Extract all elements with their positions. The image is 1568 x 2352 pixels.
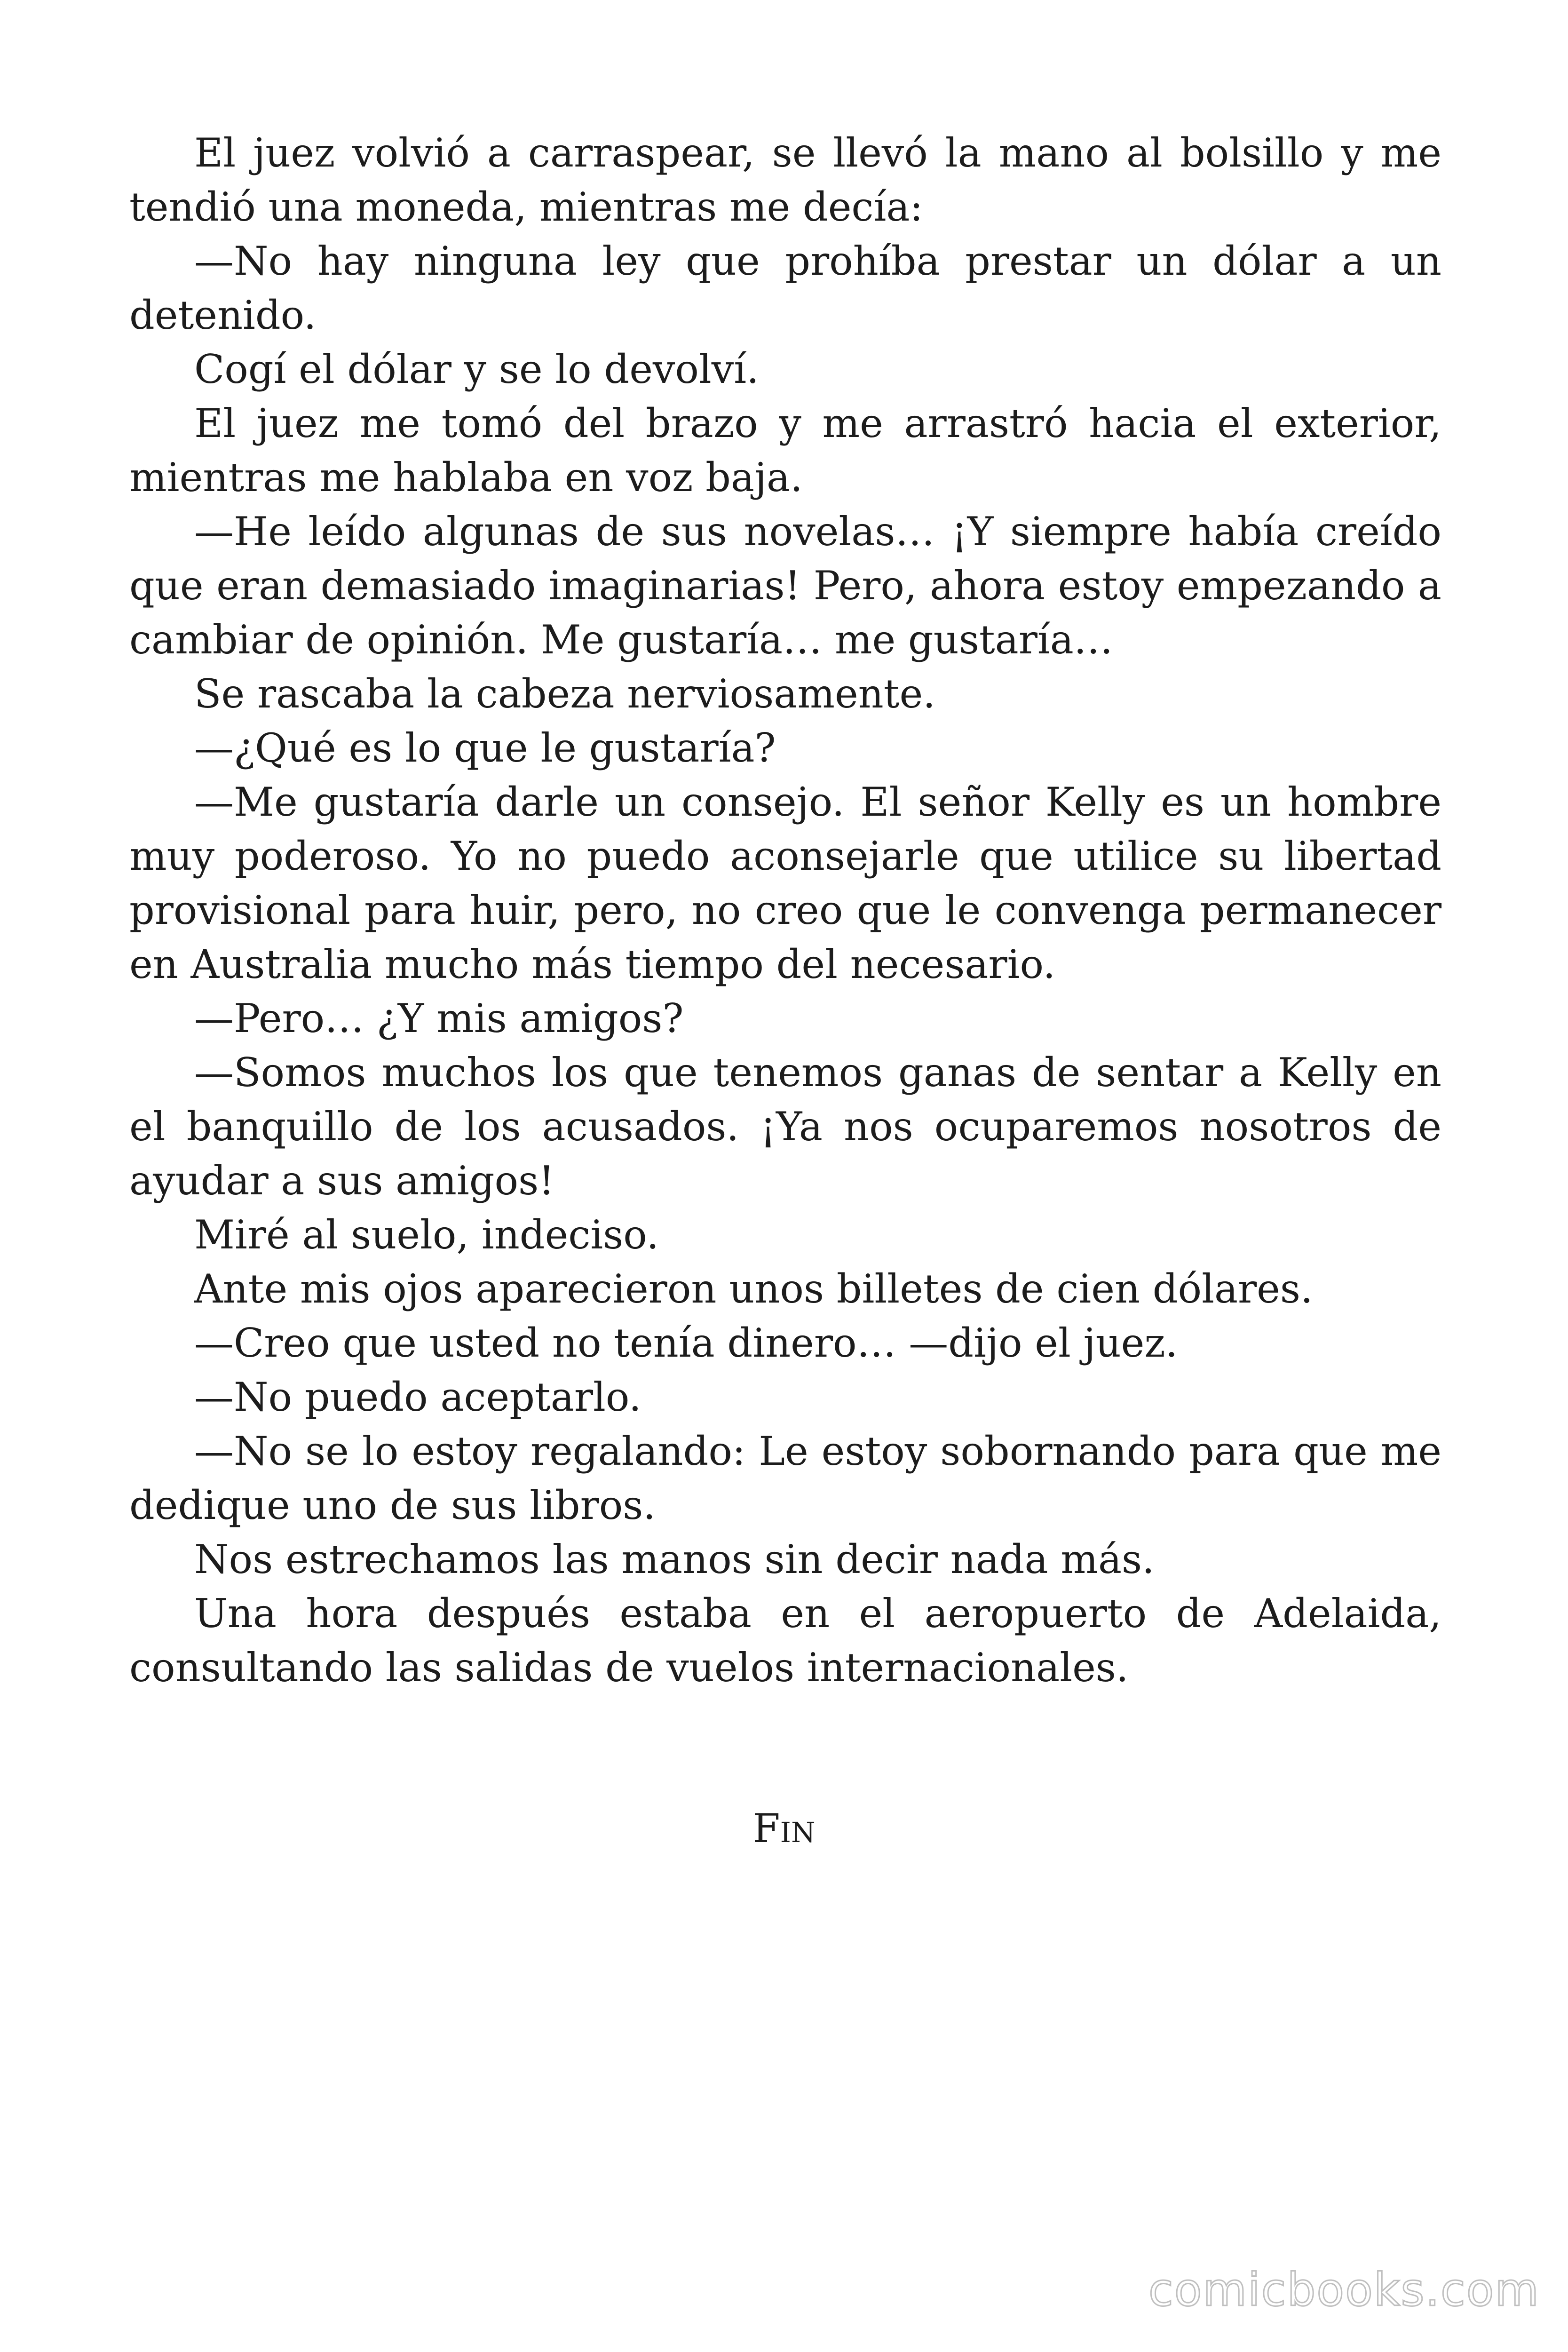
paragraph: El juez me tomó del brazo y me arrastró hacia el exterior, mientras me hablaba en voz baja. xyxy=(129,400,1441,501)
paragraph: Se rascaba la cabeza nerviosamente. xyxy=(194,671,935,717)
paragraph: El juez volvió a carraspear, se llevó la mano al bolsillo y me tendió una moneda, mientras me decía: xyxy=(129,130,1441,230)
paragraph: Miré al suelo, indeciso. xyxy=(194,1212,659,1258)
paragraph: —¿Qué es lo que le gustaría? xyxy=(194,725,776,771)
paragraph: —Me gustaría darle un consejo. El señor Kelly es un hombre muy poderoso. Yo no puedo aconsejarle que utilice su libertad provisional para huir, pero, no creo que le convenga permanecer en Australia mucho más tiempo del necesario. xyxy=(129,779,1441,987)
paragraph: —No puedo aceptarlo. xyxy=(194,1374,641,1420)
paragraph: Ante mis ojos aparecieron unos billetes de cien dólares. xyxy=(194,1266,1313,1312)
end-marker: Fin xyxy=(752,1805,816,1851)
body-text xyxy=(129,126,1441,1695)
paragraph: —Somos muchos los que tenemos ganas de sentar a Kelly en el banquillo de los acusados. ¡Ya nos ocuparemos nosotros de ayudar a sus amigos! xyxy=(129,1049,1441,1204)
paragraph: Cogí el dólar y se lo devolví. xyxy=(194,346,759,392)
paragraph: Nos estrechamos las manos sin decir nada más. xyxy=(194,1536,1155,1582)
paragraph: Una hora después estaba en el aeropuerto de Adelaida, consultando las salidas de vuelos internacionales. xyxy=(129,1590,1441,1691)
paragraph: —No hay ninguna ley que prohíba prestar un dólar a un detenido. xyxy=(129,238,1441,338)
watermark: comicbooks.com xyxy=(1148,2264,1540,2316)
paragraph: —He leído algunas de sus novelas… ¡Y siempre había creído que eran demasiado imaginarias! Pero, ahora estoy empezando a cambiar de opinión. Me gustaría… me gustaría… xyxy=(129,509,1441,663)
paragraph: —Creo que usted no tenía dinero… —dijo el juez. xyxy=(194,1320,1178,1366)
paragraph: —No se lo estoy regalando: Le estoy sobornando para que me dedique uno de sus libros. xyxy=(129,1428,1441,1528)
paragraph: —Pero… ¿Y mis amigos? xyxy=(194,995,684,1041)
